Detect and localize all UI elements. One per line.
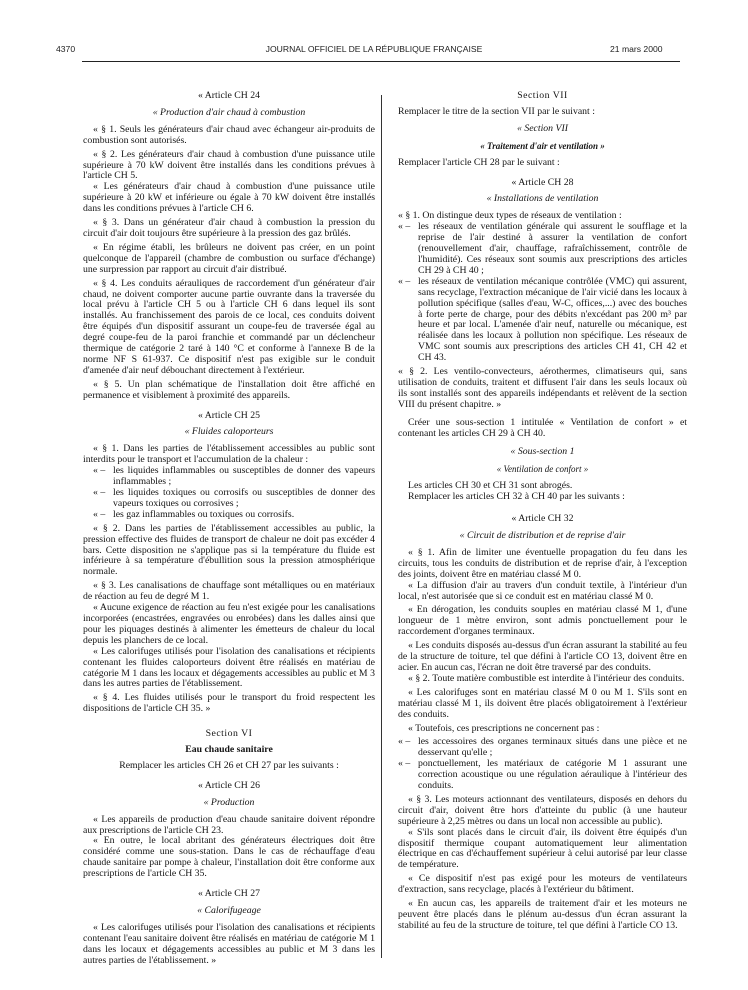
paragraph: « § 2. Dans les parties de l'établissement accessibles au public, la pression effective des fluides de transport de chaleur ne doit pas excéder 4 bars. Cette disposition ne s'applique pas si la température du fluide est inférieure à sa température d'ébullition sous la pression atmosphérique normale. (83, 522, 375, 578)
publication-date: 21 mars 2000 (610, 44, 663, 54)
paragraph: « S'ils sont placés dans le circuit d'air, ils doivent être équipés d'un dispositif thermique coupant automatiquement leur alimentation électrique en cas d'échauffement supérieur à celui autorisé par leur classe de température. (398, 826, 687, 871)
list-item (398, 759, 687, 792)
paragraph: « En outre, le local abritant des générateurs électriques doit être considéré comme une sous-station. Dans le cas de réchauffage d'eau chaude sanitaire par pompe à chaleur, l'installation doit être conforme aux prescriptions de l'article CH 35. (83, 835, 375, 880)
list-text: ponctuellement, les matériaux de catégorie M 1 assurant une correction acoustique ou une régulation aéraulique à l'intérieur des conduits. (418, 758, 687, 792)
list-item (83, 488, 375, 510)
article-subtitle: « Circuit de distribution et de reprise d'air (459, 530, 626, 541)
list-item (83, 510, 375, 521)
paragraph: « La diffusion d'air au travers d'un conduit textile, à l'intérieur d'un local, n'est autorisée que si ce conduit est en matériau classé M 0. (398, 579, 687, 602)
article-title: « Article CH 24 (197, 90, 260, 101)
paragraph: « § 3. Les moteurs actionnant des ventilateurs, disposés en dehors du circuit d'air, doivent être hors d'atteinte du public (à une hauteur supérieure à 2,25 mètres ou dans un local non accessible au public). (398, 793, 687, 827)
list-text: les accessoires des organes terminaux situés dans une pièce et ne desservant qu'elle ; (418, 736, 687, 759)
page-number: 4370 (56, 44, 76, 54)
article-subtitle: « Production d'air chaud à combustion (152, 106, 306, 118)
paragraph: « Les conduits disposés au-dessus d'un écran assurant la stabilité au feu de la structure de toiture, tel que défini à l'article CO 13, doivent être en acier. En aucun cas, l'écran ne doit être traversé par des conduits. (398, 640, 687, 673)
paragraph: « § 1. On distingue deux types de réseaux de ventilation : (398, 210, 622, 222)
instruction-text: Remplacer les articles CH 32 à CH 40 par les suivants : (408, 491, 625, 503)
list-text: les liquides inflammables ou susceptibles de donner des vapeurs inflammables ; (113, 465, 375, 488)
list-item (398, 222, 687, 277)
journal-title: JOURNAL OFFICIEL DE LA RÉPUBLIQUE FRANÇAISE (265, 44, 483, 54)
article-subtitle: « Production (203, 796, 255, 808)
article-subtitle: « Installations de ventilation (486, 193, 599, 205)
paragraph: « Les calorifuges utilisés pour l'isolation des canalisations et récipients contenant les fluides caloporteurs doivent être réalisés en matériau de catégorie M 1 dans les locaux et dégagements accessibles au public et M 3 dans les autres parties de l'établissement. (83, 645, 375, 690)
list-marker: « – (93, 508, 106, 520)
paragraph: « En dérogation, les conduits souples en matériau classé M 1, d'une longueur de 1 mètre environ, sont admis ponctuellement pour le raccordement d'organes terminaux. (398, 604, 687, 638)
article-subtitle: « Fluides caloporteurs (184, 426, 274, 438)
paragraph: « § 3. Dans un générateur d'air chaud à combustion la pression du circuit d'air doit toujours être supérieure à la pression des gaz brûlés. (83, 217, 375, 239)
paragraph: « Aucune exigence de réaction au feu n'est exigée pour les canalisations incorporées (encastrées, engravées ou enrobées) dans les dalles ainsi que pour les piquages destinés à alimenter les émetteurs de chaleur du local depuis les planchers de ce local. (83, 602, 375, 646)
paragraph: « § 3. Les canalisations de chauffage sont métalliques ou en matériaux de réaction au feu de degré M 1. (83, 580, 375, 603)
left-column (83, 91, 375, 967)
subsection-title: « Sous-section 1 (510, 446, 575, 458)
paragraph: « § 4. Les conduits aérauliques de raccordement d'un générateur d'air chaud, ne doivent comporter aucune partie ouvrante dans la traversée du local prévu à l'article CH 5 ou à l'article CH 6 dans lequel ils sont installés. Au franchissement des parois de ce local, ces conduits doivent être équipés d'un dispositif assurant un coupe-feu de traversée égal au degré coupe-feu de la paroi franchie et commandé par un déclencheur thermique de catégorie 2 taré à 140 °C et conforme à l'annexe B de la norme NF S 61-937. Ce dispositif n'est pas exigible sur le conduit d'amenée d'air neuf débouchant directement à l'extérieur. (83, 277, 375, 376)
list-text: les réseaux de ventilation générale qui assurent le soufflage et la reprise de l'air destiné à assurer la ventilation de confort (renouvellement d'air, chauffage, rafraîchissement, contrôle de l'humidité). Ces réseaux sont soumis aux prescriptions des articles CH 29 à CH 40 ; (418, 221, 687, 276)
instruction-text: Les articles CH 30 et CH 31 sont abrogés. (408, 480, 573, 492)
list-item (398, 737, 687, 759)
paragraph: « Les calorifuges utilisés pour l'isolation des canalisations et récipients contenant l'eau sanitaire doivent être réalisés en matériau de catégorie M 1 dans les locaux et dégagements accessibles au public et M 3 dans les autres parties de l'établissement. » (83, 921, 375, 966)
instruction-text: Remplacer le titre de la section VII par le suivant : (398, 105, 595, 117)
subsection-subtitle: « Ventilation de confort » (496, 464, 589, 475)
list-item (83, 466, 375, 488)
right-column (398, 91, 687, 932)
section-subtitle: Eau chaude sanitaire (185, 744, 273, 756)
list-marker: « – (398, 758, 411, 770)
list-text: les réseaux de ventilation mécanique contrôlée (VMC) qui assurent, sans recyclage, l'extraction mécanique de l'air vicié dans les locaux à pollution spécifique (salles d'eau, W-C, offices,...) avec des bouches à forte perte de charge, pour des débits n'excédant pas 200 m³ par heure et par local. L'amenée d'air neuf, naturelle ou mécanique, est réalisée dans les locaux à pollution non spécifique. Les réseaux de VMC sont soumis aux prescriptions des articles CH 41, CH 42 et CH 43. (418, 275, 687, 364)
header-rule (82, 61, 680, 62)
list-text: les gaz inflammables ou toxiques ou corrosifs. (113, 508, 295, 520)
list-marker: « – (398, 736, 411, 748)
paragraph: « En aucun cas, les appareils de traitement d'air et les moteurs ne peuvent être placés dans le plénum au-dessus d'un écran assurant la stabilité au feu de la structure de toiture, tel que défini à l'article CO 13. (398, 898, 687, 931)
section-title: Section VII (517, 90, 568, 101)
article-title: « Article CH 28 (511, 176, 574, 188)
list-marker: « – (93, 465, 106, 477)
paragraph: « Toutefois, ces prescriptions ne concernent pas : (408, 722, 600, 734)
section-title: Section VI (205, 728, 253, 740)
article-title: « Article CH 25 (197, 409, 260, 421)
article-title: « Article CH 32 (511, 513, 574, 525)
paragraph: « § 1. Afin de limiter une éventuelle propagation du feu dans les circuits, tous les conduits de distribution et de reprise d'air, à l'exception des joints, doivent être en matériau classé M 0. (398, 546, 687, 580)
paragraph: « Les générateurs d'air chaud à combustion d'une puissance utile supérieure à 20 kW et inférieure ou égale à 70 kW doivent être installés dans les conditions prévues à l'article CH 6. (83, 181, 375, 215)
paragraph: « § 1. Seuls les générateurs d'air chaud avec échangeur air-produits de combustion sont autorisés. (83, 123, 375, 146)
list-marker: « – (398, 221, 411, 233)
article-title: « Article CH 26 (197, 779, 260, 791)
instruction-text: Créer une sous-section 1 intitulée « Ventilation de confort » et contenant les articles CH 29 à CH 40. (398, 416, 687, 439)
list-item (398, 277, 687, 364)
paragraph: « § 2. Les ventilo-convecteurs, aérothermes, climatiseurs qui, sans utilisation de conduits, traitent et diffusent l'air dans les seuls locaux où ils sont installés sont des appareils indépendants et relèvent de la section VIII du présent chapitre. » (398, 366, 687, 410)
article-subtitle: « Calorifugeage (197, 905, 261, 916)
paragraph: « En régime établi, les brûleurs ne doivent pas créer, en un point quelconque de l'appareil (chambre de combustion ou surface d'échange) une surpression par rapport au circuit d'air distribué. (83, 241, 375, 275)
paragraph: « Les appareils de production d'eau chaude sanitaire doivent répondre aux prescriptions de l'article CH 23. (83, 813, 375, 836)
paragraph: « § 4. Les fluides utilisés pour le transport du froid respectent les dispositions de l'article CH 35. » (83, 692, 375, 715)
article-title: « Article CH 27 (197, 888, 260, 900)
instruction-text: Remplacer l'article CH 28 par le suivant : (398, 156, 560, 168)
paragraph: « § 2. Les générateurs d'air chaud à combustion d'une puissance utile supérieure à 70 kW doivent être installés dans les conditions prévues à l'article CH 5. (83, 148, 375, 182)
list-marker: « – (398, 275, 411, 287)
paragraph: « Les calorifuges sont en matériau classé M 0 ou M 1. S'ils sont en matériau classé M 1, ils doivent être placés obligatoirement à l'extérieur des conduits. (398, 686, 687, 720)
instruction-text: Remplacer les articles CH 26 et CH 27 par les suivants : (119, 759, 339, 771)
paragraph: « § 2. Toute matière combustible est interdite à l'intérieur des conduits. (408, 672, 685, 684)
paragraph: « § 5. Un plan schématique de l'installation doit être affiché en permanence et visiblement à proximité des appareils. (83, 378, 375, 401)
list-marker: « – (93, 487, 106, 498)
list-text: les liquides toxiques ou corrosifs ou susceptibles de donner des vapeurs toxiques ou corrosives ; (113, 487, 375, 509)
paragraph: « § 1. Dans les parties de l'établissement accessibles au public sont interdits pour le transport et l'accumulation de la chaleur : (83, 443, 375, 466)
paragraph: « Ce dispositif n'est pas exigé pour les moteurs de ventilateurs d'extraction, sans recyclage, placés à l'extérieur du bâtiment. (398, 873, 687, 896)
section-new-title: « Section VII (517, 122, 568, 134)
section-new-subtitle: « Traitement d'air et ventilation » (480, 140, 605, 151)
column-divider (381, 95, 382, 958)
